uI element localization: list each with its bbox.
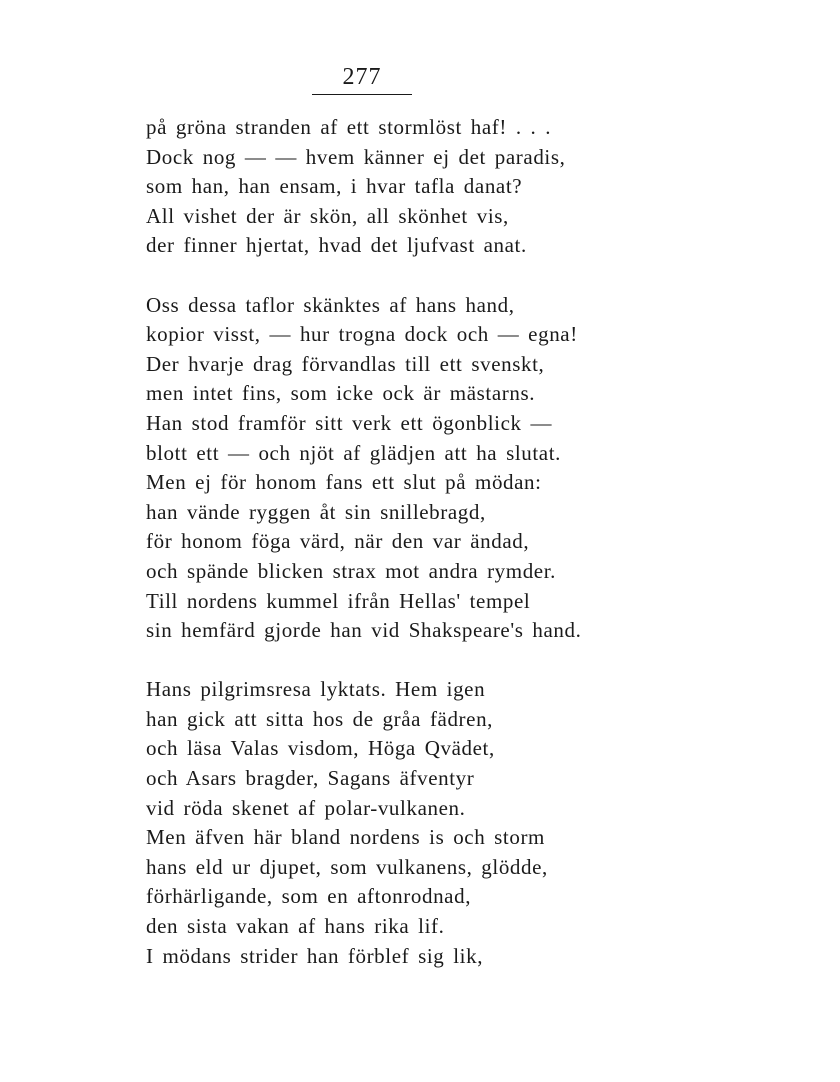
- poem-line: och spände blicken strax mot andra rymder.: [146, 558, 557, 583]
- poem-line: kopior visst, — hur trogna dock och — egna!: [146, 322, 578, 347]
- poem-line: och Asars bragder, Sagans äfventyr: [146, 766, 475, 791]
- poem-line: vid röda skenet af polar-vulkanen.: [146, 795, 466, 820]
- poem-line: förhärligande, som en aftonrodnad,: [146, 884, 472, 909]
- page-number: 277: [342, 64, 382, 90]
- poem-line: men intet fins, som icke ock är mästarns.: [146, 381, 536, 406]
- poem-line: blott ett — och njöt af glädjen att ha slutat.: [146, 440, 562, 465]
- page-number-rule: [312, 94, 412, 95]
- poem-line: och läsa Valas visdom, Höga Qvädet,: [146, 736, 495, 761]
- poem-line: Hans pilgrimsresa lyktats. Hem igen: [146, 677, 486, 702]
- poem-line: på gröna stranden af ett stormlöst haf! . . .: [146, 115, 552, 139]
- poem-line: sin hemfärd gjorde han vid Shakspeare's hand.: [146, 618, 582, 643]
- poem-line: han gick att sitta hos de gråa fädren,: [146, 706, 494, 731]
- poem-line: den sista vakan af hans rika lif.: [146, 914, 445, 939]
- poem-line: I mödans strider han förblef sig lik,: [146, 943, 484, 968]
- stanza-1: [146, 113, 606, 261]
- poem-line: der finner hjertat, hvad det ljufvast anat.: [146, 233, 527, 258]
- poem-line: All vishet der är skön, all skönhet vis,: [146, 203, 509, 228]
- poem-line: han vände ryggen åt sin snillebragd,: [146, 499, 486, 524]
- poem-line: Han stod framför sitt verk ett ögonblick —: [146, 410, 553, 435]
- poem-line: Dock nog — — hvem känner ej det paradis,: [146, 144, 566, 169]
- stanza-3: [146, 675, 606, 971]
- stanza-2: [146, 291, 606, 646]
- poem-line: Oss dessa taflor skänktes af hans hand,: [146, 292, 515, 317]
- poem-line: Men äfven här bland nordens is och storm: [146, 825, 545, 850]
- poem-line: Men ej för honom fans ett slut på mödan:: [146, 470, 542, 495]
- poem-line: Der hvarje drag förvandlas till ett svenskt,: [146, 351, 545, 376]
- poem-line: hans eld ur djupet, som vulkanens, glödde,: [146, 854, 548, 879]
- poem-line: för honom föga värd, när den var ändad,: [146, 529, 530, 554]
- poem-text: [146, 113, 606, 971]
- poem-line: Till nordens kummel ifrån Hellas' tempel: [146, 588, 531, 613]
- poem-line: som han, han ensam, i hvar tafla danat?: [146, 174, 523, 199]
